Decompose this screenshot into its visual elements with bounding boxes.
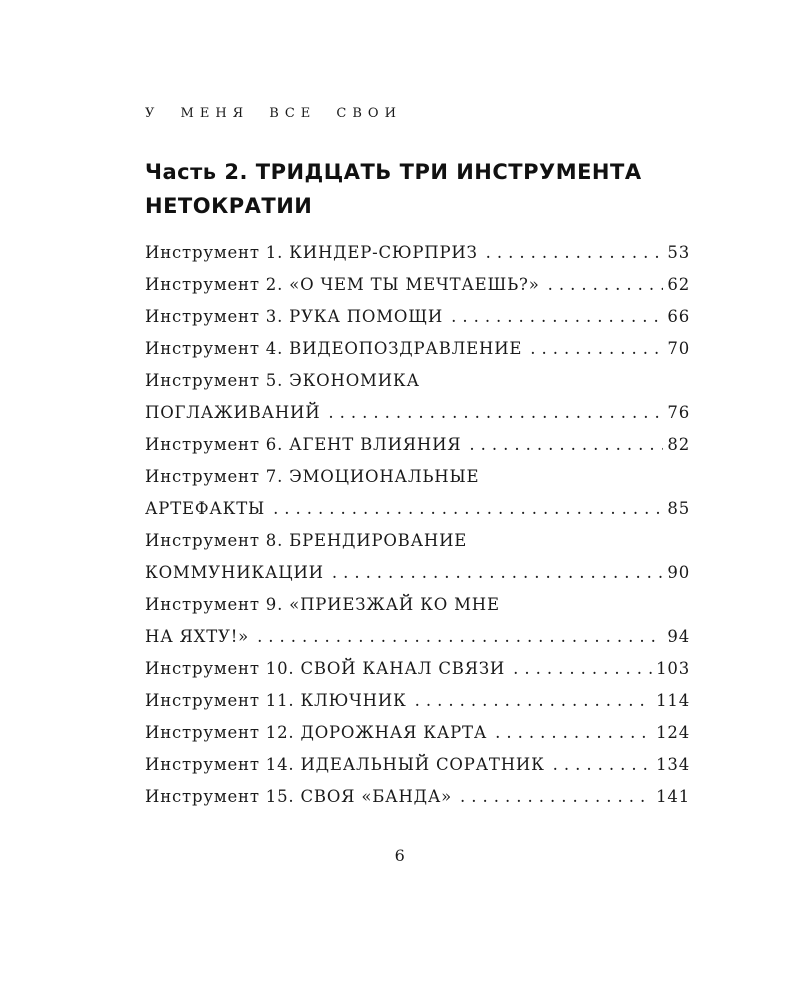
toc-entry-title-line: Инструмент 5. ЭКОНОМИКА [145,371,420,390]
toc-entry-title: Инструмент 15. СВОЯ «БАНДА» [145,787,453,806]
toc-entry-title-line: Инструмент 9. «ПРИЕЗЖАЙ КО МНЕ [145,595,500,614]
toc-entry-last-line [145,237,690,269]
toc-entry-page-number: 124 [656,723,690,742]
toc-entry-page-number: 114 [656,691,690,710]
toc-entry-title: Инструмент 1. КИНДЕР-СЮРПРИЗ [145,243,478,262]
toc-entry-last-line [145,493,690,525]
toc-entry-title: АРТЕФАКТЫ [145,499,266,518]
toc-entry-title-line: Инструмент 7. ЭМОЦИОНАЛЬНЫЕ [145,467,480,486]
toc-entry-page-number: 85 [667,499,690,518]
toc-entry-page-number: 141 [656,787,690,806]
toc-entry [145,781,690,813]
toc-entry [145,301,690,333]
toc-entry [145,461,690,525]
toc-entry-title: КОММУНИКАЦИИ [145,563,324,582]
dot-leader [548,269,664,301]
toc-entry-page-number: 82 [667,435,690,454]
toc-entry-title: Инструмент 12. ДОРОЖНАЯ КАРТА [145,723,488,742]
toc-entry-title: ПОГЛАЖИВАНИЙ [145,403,321,422]
toc-entry-page-number: 90 [667,563,690,582]
dot-leader [530,333,663,365]
toc-entry-last-line [145,333,690,365]
toc-entry-page-number: 134 [656,755,690,774]
dot-leader [273,493,663,525]
toc-entry-last-line [145,621,690,653]
toc-entry-title: Инструмент 3. РУКА ПОМОЩИ [145,307,444,326]
toc-entry [145,653,690,685]
toc-entry-last-line [145,749,690,781]
dot-leader [460,781,652,813]
toc-entry-title: Инструмент 4. ВИДЕОПОЗДРАВЛЕНИЕ [145,339,523,358]
dot-leader [332,557,664,589]
toc-entry-title: Инструмент 2. «О ЧЕМ ТЫ МЕЧТАЕШЬ?» [145,275,540,294]
toc-entry [145,589,690,653]
toc-entry-title: Инструмент 11. КЛЮЧНИК [145,691,407,710]
toc-entry-last-line [145,557,690,589]
toc-entry-title: Инструмент 6. АГЕНТ ВЛИЯНИЯ [145,435,462,454]
toc-entry-title: Инструмент 10. СВОЙ КАНАЛ СВЯЗИ [145,659,506,678]
toc-entry-page-number: 53 [667,243,690,262]
toc-entry-page-number: 94 [667,627,690,646]
dot-leader [553,749,652,781]
toc-entry-page-number: 66 [667,307,690,326]
toc-entry-last-line [145,301,690,333]
toc-entry-last-line [145,781,690,813]
toc-entry [145,429,690,461]
toc-entry-page-number: 70 [667,339,690,358]
dot-leader [513,653,652,685]
toc-entry-page-number: 62 [667,275,690,294]
toc-entry-title: НА ЯХТУ!» [145,627,250,646]
dot-leader [415,685,652,717]
toc-entry [145,749,690,781]
footer-page-number: 6 [394,846,406,865]
dot-leader [328,397,663,429]
toc-entry-last-line [145,429,690,461]
toc-entry-last-line [145,653,690,685]
dot-leader [451,301,663,333]
toc-list [145,237,690,813]
toc-entry-last-line [145,269,690,301]
toc-entry [145,685,690,717]
dot-leader [469,429,663,461]
toc-entry [145,333,690,365]
toc-entry [145,717,690,749]
toc-entry [145,525,690,589]
toc-entry-title: Инструмент 14. ИДЕАЛЬНЫЙ СОРАТНИК [145,755,545,774]
toc-entry-last-line [145,685,690,717]
dot-leader [486,237,664,269]
running-header: У МЕНЯ ВСЕ СВОИ [145,106,402,121]
part-heading: Часть 2. ТРИДЦАТЬ ТРИ ИНСТРУМЕНТА НЕТОКРАТИИ [145,160,642,218]
dot-leader [257,621,663,653]
toc-entry [145,237,690,269]
toc-entry-title-line: Инструмент 8. БРЕНДИРОВАНИЕ [145,531,468,550]
toc-entry-page-number: 76 [667,403,690,422]
toc-entry-last-line [145,717,690,749]
dot-leader [495,717,652,749]
toc-entry-last-line [145,397,690,429]
toc-entry [145,365,690,429]
toc-entry [145,269,690,301]
toc-entry-page-number: 103 [656,659,690,678]
